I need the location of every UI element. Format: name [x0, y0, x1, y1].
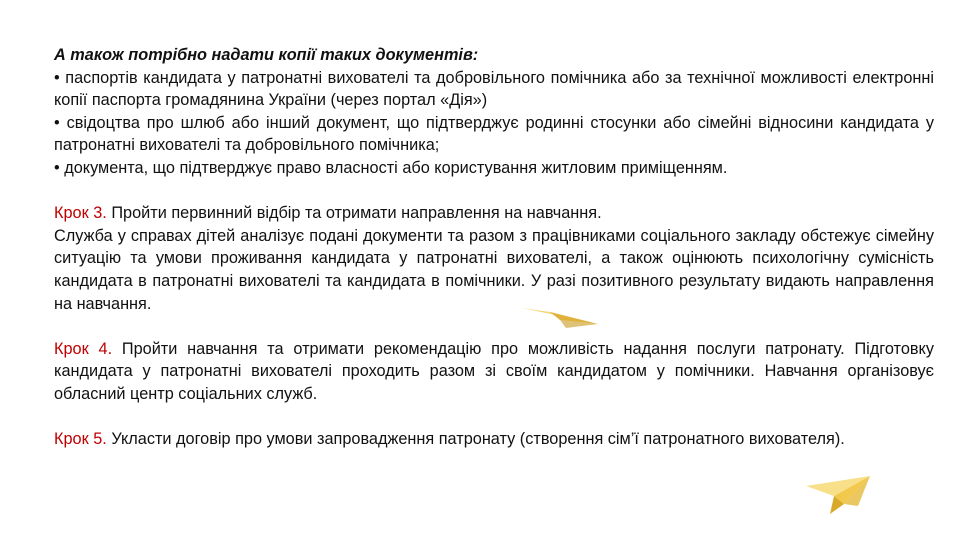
slide-body — [54, 44, 934, 451]
bullet-housing-document: • документа, що підтверджує право власності або користування житловим приміщенням. — [54, 158, 728, 177]
paper-plane-icon — [804, 470, 876, 518]
step-3-body: Служба у справах дітей аналізує подані документи та разом з працівниками соціального закладу обстежує сімейну ситуацію та умови проживання кандидата у патронатні вихователі, а також оцінюють психологічну сумісність кандидата в патронатні вихователі та кандидата в помічники. У разі позитивного результату видають направлення на навчання. — [54, 226, 934, 313]
step-5-label: Крок 5. — [54, 430, 107, 449]
step-4-paragraph — [54, 338, 934, 406]
step-3-label: Крок 3. — [54, 204, 107, 223]
bullet-marriage-certificate: • свідоцтва про шлюб або інший документ, що підтверджує родинні стосунки або сімейні відносини кандидата у патронатні вихователі та добровільного помічника; — [54, 113, 934, 155]
step-5-paragraph — [54, 428, 934, 451]
step-5-text: Укласти договір про умови запровадження патронату (створення сім’ї патронатного вихователя). — [106, 430, 845, 449]
spacer — [54, 315, 934, 338]
documents-heading: А також потрібно надати копії таких документів: — [54, 46, 479, 64]
step-3-title-text: Пройти первинний відбір та отримати направлення на навчання. — [106, 204, 602, 223]
spacer — [54, 180, 934, 203]
bullet-passports: • паспортів кандидата у патронатні вихователі та добровільного помічника або за технічної можливості електронні копії паспорта громадянина України (через портал «Дія») — [54, 68, 934, 110]
step-4-label: Крок 4. — [54, 339, 113, 358]
step-4-text: Пройти навчання та отримати рекомендацію про можливість надання послуги патронату. Підготовку кандидата у патронатні вихователі проходить разом зі своїм кандидатом у помічники. Навчання організовує обласний центр соціальних служб. — [54, 339, 934, 403]
spacer — [54, 406, 934, 429]
step-3-title — [54, 202, 934, 225]
